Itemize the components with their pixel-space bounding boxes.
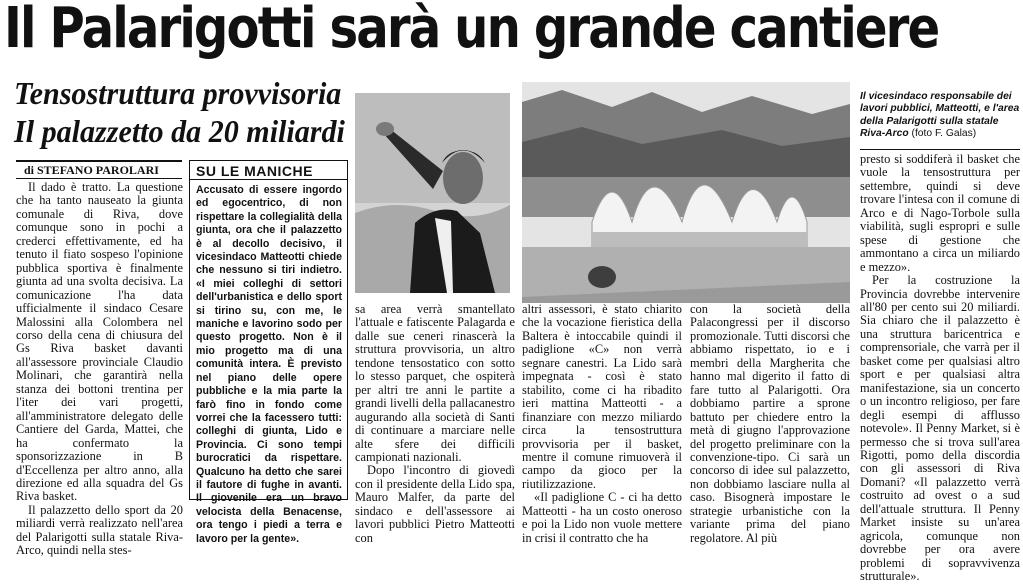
article-column-3 bbox=[522, 302, 682, 545]
paragraph: Dopo l'incontro di giovedì con il presidente della Lido spa, Mauro Malfer, da parte del sindaco e dell'assessore ai lavori pubblici Pietro Matteotti con bbox=[355, 463, 515, 545]
tent-structure-photo bbox=[522, 82, 850, 303]
caption-rule bbox=[860, 149, 1020, 150]
subhead-2: Il palazzetto da 20 miliardi bbox=[14, 113, 345, 149]
byline-rule bbox=[16, 160, 182, 162]
sidebar-box-text: Accusato di essere ingordo ed egocentrico, di non rispettare la collegialità della giunta, ora che il palazzetto è al decollo decisivo, il vicesindaco Matteotti chiede che nessuno si tiri indietro. «I miei colleghi di settori dell'urbanistica e dello sport si tirino su, con me, le maniche e lavorino sodo per questo progetto. Non è il mio progetto ma di una comunità intera. È previsto nel piano delle opere pubbliche e la mia parte la farò fino in fondo come vorrei che la facessero tutti: colleghi di giunta, Lido e Provincia. Ci sono tempi burocratici da rispettare. Qualcuno ha detto che sarei il fautore di fughe in avanti. Il giovenile era un bravo velocista della Benacense, ora tengo i piedi a terra e lavoro per la gente». bbox=[189, 180, 348, 500]
caption-text: Il vicesindaco responsabile dei lavori pubblici, Matteotti, e l'area della Palarigotti sulla statale Riva-Arco bbox=[860, 91, 1020, 139]
photo-caption bbox=[860, 91, 1020, 140]
paragraph: altri assessori, è stato chiarito che la vocazione fieristica della Baltera è intoccabile quindi il padiglione «C» non verrà segnare canestri. La Lido sarà impegnata - così è stato stabilito, come ci ha ribadito ieri mattina Matteotti - a finanziare con mezzo miliardo circa la tensostruttura provvisoria per il basket, mentre il comune rimuoverà il campo da gioco per la riutilizzazione. bbox=[522, 302, 682, 491]
paragraph: presto si soddiferà il basket che vuole la tensostruttura per settembre, quindi si deve trovare l'intesa con il comune di Arco e di Nago-Torbole sulla viabilità, sugli espropri e sulle spese di gestione che ammontano a circa un miliardo e mezzo». bbox=[860, 152, 1020, 274]
paragraph: Il dado è tratto. La questione che ha tanto nauseato la giunta comunale di Riva, dove comunque sono in pochi a crederci effettivamente, ed ha tenuto il fiato sospeso l'opinione pubblica sportiva è finalmente giunta ad una svolta decisiva. La comunicazione l'ha data ufficialmente il sindaco Cesare Malossini alla Colombera nel corso della cena di chiusura del Gs Riva basket davanti all'assessore provinciale Claudio Molinari, che garantirà nella stanza dei bottoni trentina per l'iter dei vari progetti, all'amministratore delegato delle Cantiere del Garda, Mattei, che ha confermato la sponsorizzazione in B d'Eccellenza per altro anno, alla direzione ed alla squadra del Gs Riva basket. bbox=[16, 180, 183, 504]
article-column-2 bbox=[355, 302, 515, 545]
portrait-photo bbox=[355, 93, 510, 293]
article-column-4 bbox=[690, 302, 850, 545]
paragraph: Il palazzetto dello sport da 20 miliardi verrà realizzato nell'area del Palarigotti sulla statale Riva-Arco, quindi nella stes- bbox=[16, 502, 183, 558]
byline: di STEFANO PAROLARI bbox=[24, 163, 159, 177]
paragraph: «Il padiglione C - ci ha detto Matteotti - ha un costo oneroso e poi la Lido non vuole mettere in crisi il contratto che ha bbox=[522, 490, 682, 545]
article-column-5 bbox=[860, 152, 1020, 584]
caption-credit: (foto F. Galas) bbox=[911, 127, 977, 139]
headline: Il Palarigotti sarà un grande cantiere bbox=[4, 0, 939, 61]
sidebar-box-title: SU LE MANICHE bbox=[189, 160, 348, 180]
paragraph: con la società della Palacongressi per il discorso promozionale. Tutti discorsi che abbiamo rispettato, io e i membri della Margherita che hanno mal digerito il fatto di fare tutto al Palarigotti. Ora dobbiamo partire a sprone battuto per chiedere entro la metà di giugno l'approvazione del progetto preliminare con la convenzione-tipo. Ci sarà un concorso di idee sul palazzetto, non dobbiamo lasciare nulla al caso. Bisognerà impostare le strategie urbanistiche con la variante prima del piano regolatore. Al più bbox=[690, 302, 850, 545]
byline-rule-bottom bbox=[16, 178, 182, 179]
subhead-1: Tensostruttura provvisoria bbox=[14, 75, 342, 111]
paragraph: Per la costruzione la Provincia dovrebbe intervenire all'80 per cento sui 20 miliardi. Sia chiaro che il palazzetto è una struttura baricentrica e comprensoriale, che varrà per il basket come per qualsiasi altro sport e per qualsiasi altra manifestazione, sia un concerto o un incontro religioso, per fare degli esempi di afflusso notevole». Il Penny Market, si è permesso che si trova sull'area Rigotti, pomo della discordia con gli assessori di Riva Domani? «Il palazzetto verrà costruito ad ovest o a sud dell'attuale struttura. Il Penny Market insiste su un'area agricola, comunque non dovrebbe per ora avere problemi di sopravvivenza strutturale». bbox=[860, 273, 1020, 584]
paragraph: sa area verrà smantellato l'attuale e fatiscente Palagarda e dalle sue ceneri rinascerà la struttura provvisoria, un altro tendone tensostatico con sotto lo stesso parquet, che ospiterà per altri tre anni le partite a grandi livelli della pallacanestro augurando alla società di Santi di continuare a marciare nelle alte sfere dei difficili campionati nazionali. bbox=[355, 302, 515, 464]
article-column-1 bbox=[16, 180, 183, 558]
